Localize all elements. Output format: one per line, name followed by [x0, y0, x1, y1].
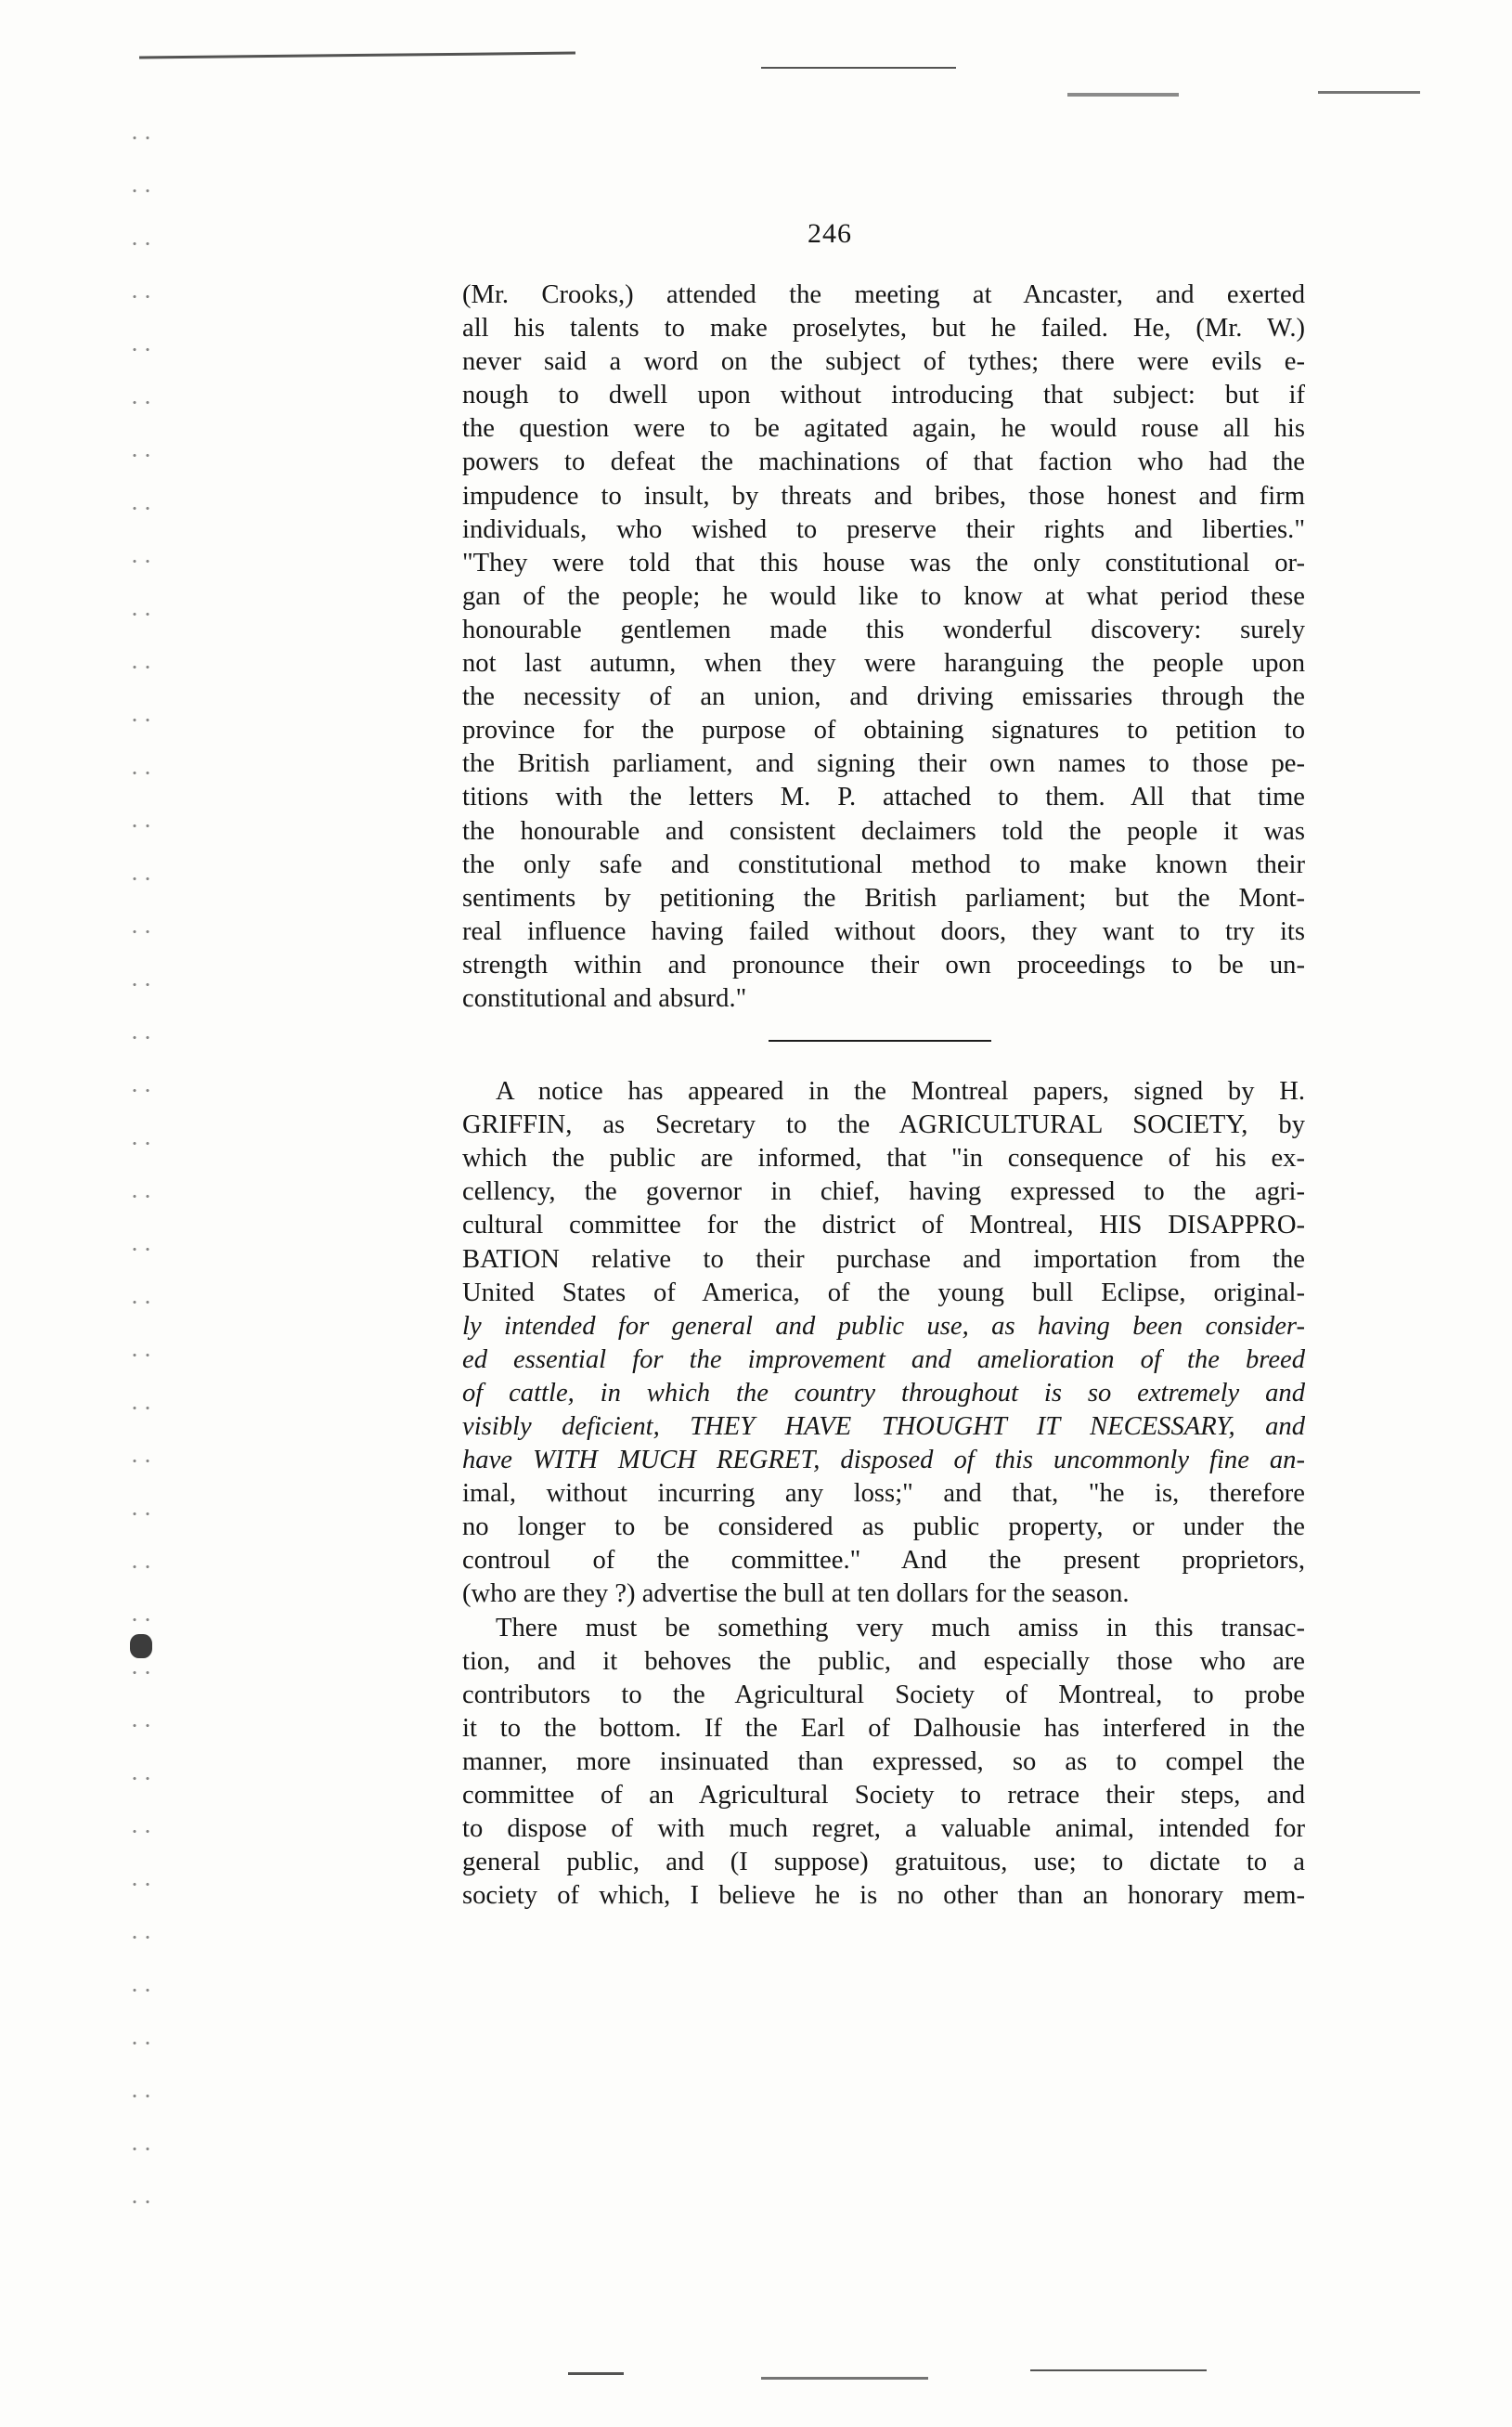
text-line: tion, and it behoves the public, and especially those who are: [462, 1646, 1305, 1676]
section-divider: [462, 1016, 1305, 1075]
text-line: of cattle, in which the country throughout is so extremely and: [462, 1378, 1305, 1408]
text-column: [462, 279, 1305, 1913]
text-line: real influence having failed without doors, they want to try its: [462, 916, 1305, 946]
paragraph-2: [462, 1075, 1305, 1612]
text-line: not last autumn, when they were haranguing the people upon: [462, 649, 1305, 679]
scan-mark-top: [139, 52, 575, 59]
paragraph-1: [462, 279, 1305, 1016]
text-line: "They were told that this house was the only constitutional or-: [462, 548, 1305, 578]
text-line: the question were to be agitated again, he would rouse all his: [462, 414, 1305, 444]
text-line: (Mr. Crooks,) attended the meeting at Ancaster, and exerted: [462, 280, 1305, 309]
text-line: BATION relative to their purchase and importation from the: [462, 1244, 1305, 1274]
text-line: which the public are informed, that "in consequence of his ex-: [462, 1144, 1305, 1174]
text-line: sentiments by petitioning the British parliament; but the Mont-: [462, 883, 1305, 913]
scan-mark-top: [761, 67, 956, 69]
text-line: gan of the people; he would like to know at what period these: [462, 581, 1305, 611]
text-line: it to the bottom. If the Earl of Dalhousie has interfered in the: [462, 1713, 1305, 1743]
text-line: United States of America, of the young bull Eclipse, original-: [462, 1278, 1305, 1307]
text-line: ly intended for general and public use, as having been consider-: [462, 1311, 1305, 1341]
text-line: imal, without incurring any loss;" and that, "he is, therefore: [462, 1479, 1305, 1509]
text-line: never said a word on the subject of tythes; there were evils e-: [462, 347, 1305, 377]
text-line: visibly deficient, THEY HAVE THOUGHT IT NECESSARY, and: [462, 1412, 1305, 1441]
text-line: to dispose of with much regret, a valuable animal, intended for: [462, 1814, 1305, 1844]
scan-mark-bottom: [568, 2372, 624, 2375]
text-line: committee of an Agricultural Society to retrace their steps, and: [462, 1781, 1305, 1811]
text-line: have WITH MUCH REGRET, disposed of this uncommonly fine an-: [462, 1446, 1305, 1475]
text-line: impudence to insult, by threats and bribes, those honest and firm: [462, 481, 1305, 511]
text-line: the British parliament, and signing their own names to those pe-: [462, 749, 1305, 779]
scan-edge-specks: [128, 111, 156, 2247]
scan-blot: [130, 1634, 152, 1658]
text-line: strength within and pronounce their own proceedings to be un-: [462, 950, 1305, 980]
scan-mark-bottom: [1030, 2369, 1207, 2371]
text-line: the necessity of an union, and driving emissaries through the: [462, 682, 1305, 712]
scan-mark-top: [1318, 91, 1420, 94]
text-line: There must be something very much amiss in this transac-: [496, 1613, 1305, 1642]
text-line: A notice has appeared in the Montreal papers, signed by H.: [496, 1077, 1305, 1107]
paragraph-3: [462, 1612, 1305, 1914]
text-line: titions with the letters M. P. attached to them. All that time: [462, 783, 1305, 812]
text-line: constitutional and absurd.": [462, 983, 747, 1013]
divider-rule: [769, 1040, 991, 1042]
text-line: general public, and (I suppose) gratuitous, use; to dictate to a: [462, 1848, 1305, 1877]
text-line: nough to dwell upon without introducing that subject: but if: [462, 381, 1305, 410]
text-line: cellency, the governor in chief, having expressed to the agri-: [462, 1177, 1305, 1207]
text-line: all his talents to make proselytes, but he failed. He, (Mr. W.): [462, 314, 1305, 344]
text-line: the honourable and consistent declaimers told the people it was: [462, 816, 1305, 846]
text-line: individuals, who wished to preserve their rights and liberties.": [462, 514, 1305, 544]
scan-mark-top: [1067, 93, 1179, 97]
text-line: province for the purpose of obtaining signatures to petition to: [462, 716, 1305, 746]
text-line: honourable gentlemen made this wonderful discovery: surely: [462, 615, 1305, 644]
text-line: powers to defeat the machinations of that faction who had the: [462, 448, 1305, 477]
text-line: manner, more insinuated than expressed, so as to compel the: [462, 1746, 1305, 1776]
text-line: cultural committee for the district of Montreal, HIS DISAPPRO-: [462, 1211, 1305, 1240]
text-line: society of which, I believe he is no other than an honorary mem-: [462, 1881, 1305, 1911]
text-line: (who are they ?) advertise the bull at ten dollars for the season.: [462, 1579, 1130, 1609]
text-line: contributors to the Agricultural Society of Montreal, to probe: [462, 1680, 1305, 1709]
scan-mark-bottom: [761, 2377, 928, 2380]
page-number: 246: [808, 218, 852, 249]
text-line: ed essential for the improvement and amelioration of the breed: [462, 1344, 1305, 1374]
text-line: no longer to be considered as public property, or under the: [462, 1512, 1305, 1542]
text-line: GRIFFIN, as Secretary to the AGRICULTURAL SOCIETY, by: [462, 1110, 1305, 1140]
text-line: the only safe and constitutional method to make known their: [462, 850, 1305, 879]
text-line: controul of the committee." And the present proprietors,: [462, 1546, 1305, 1576]
